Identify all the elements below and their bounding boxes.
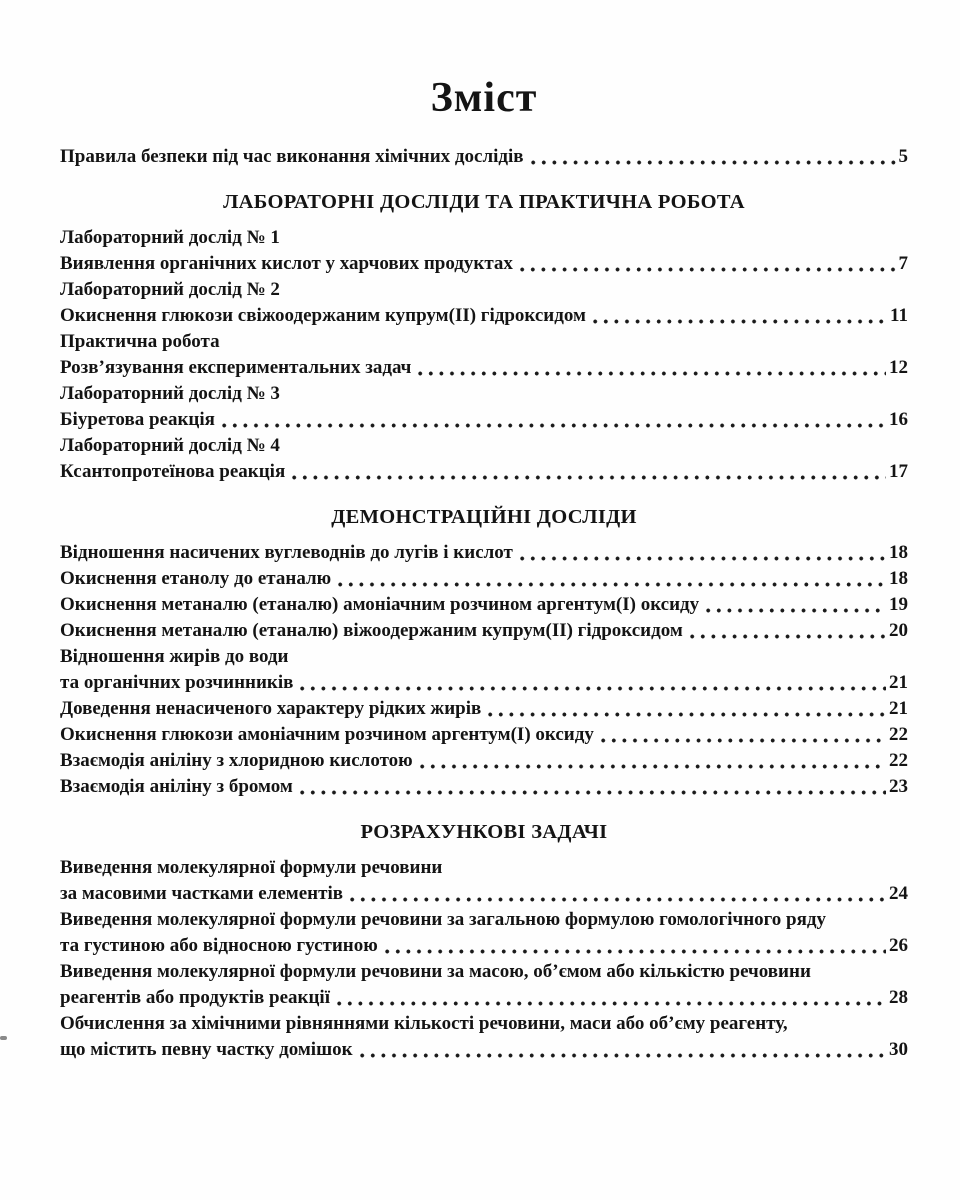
toc-entry-text: Виведення молекулярної формули речовини за масою, об’ємом або кількістю речовини bbox=[60, 961, 811, 982]
toc-entry-wrap bbox=[60, 855, 908, 881]
page-title: Зміст bbox=[430, 75, 538, 121]
dot-leader-icon bbox=[337, 1001, 886, 1006]
page-number: 21 bbox=[889, 672, 908, 693]
page-number: 12 bbox=[889, 357, 908, 378]
toc-entry-text: Окиснення глюкози амоніачним розчином аргентум(I) оксиду bbox=[60, 724, 594, 745]
scan-artifact bbox=[0, 1036, 7, 1040]
toc-entry-text: Розв’язування експериментальних задач bbox=[60, 357, 412, 378]
page-number: 7 bbox=[898, 253, 908, 274]
toc-entry-text: Окиснення етанолу до етаналю bbox=[60, 568, 332, 589]
toc-entry bbox=[60, 748, 908, 774]
toc-entry-text: Лабораторний дослід № 3 bbox=[60, 383, 280, 404]
toc-entry bbox=[60, 722, 908, 748]
toc-entry bbox=[60, 696, 908, 722]
page-number: 21 bbox=[889, 698, 908, 719]
page-number: 22 bbox=[889, 724, 908, 745]
section-heading: ДЕМОНСТРАЦІЙНІ ДОСЛІДИ bbox=[331, 506, 637, 528]
toc-entry-text: Окиснення метаналю (етаналю) віжоодержаним купрум(II) гідроксидом bbox=[60, 620, 683, 641]
toc-entry-text: Виявлення органічних кислот у харчових продуктах bbox=[60, 253, 513, 274]
toc-entry-text: Взаємодія аніліну з бромом bbox=[60, 776, 293, 797]
dot-leader-icon bbox=[300, 686, 886, 691]
toc-entry-text: що містить певну частку домішок bbox=[60, 1039, 353, 1060]
dot-leader-icon bbox=[338, 582, 886, 587]
toc-entry bbox=[60, 144, 908, 170]
toc-entry-text: Виведення молекулярної формули речовини за загальною формулою гомологічного ряду bbox=[60, 909, 827, 930]
dot-leader-icon bbox=[292, 475, 886, 480]
toc-entry-text: Практична робота bbox=[60, 331, 220, 352]
page-number: 18 bbox=[889, 542, 908, 563]
toc-entry-text: та густиною або відносною густиною bbox=[60, 935, 378, 956]
toc-entry bbox=[60, 459, 908, 485]
toc-entry-text: Відношення жирів до води bbox=[60, 646, 289, 667]
toc-subheading bbox=[60, 433, 908, 459]
toc-entry-wrap bbox=[60, 1011, 908, 1037]
page-number: 19 bbox=[889, 594, 908, 615]
dot-leader-icon bbox=[420, 764, 886, 769]
toc-entry bbox=[60, 540, 908, 566]
dot-leader-icon bbox=[690, 634, 886, 639]
page-number: 30 bbox=[889, 1039, 908, 1060]
toc-list bbox=[60, 144, 908, 1063]
toc-entry-text: Лабораторний дослід № 1 bbox=[60, 227, 280, 248]
toc-entry-text: Окиснення метаналю (етаналю) амоніачним розчином аргентум(I) оксиду bbox=[60, 594, 700, 615]
dot-leader-icon bbox=[593, 319, 887, 324]
toc-entry-text: Правила безпеки під час виконання хімічних дослідів bbox=[60, 146, 524, 167]
toc-entry bbox=[60, 618, 908, 644]
page-number: 11 bbox=[890, 305, 908, 326]
toc-subheading bbox=[60, 381, 908, 407]
dot-leader-icon bbox=[360, 1053, 886, 1058]
section-heading: РОЗРАХУНКОВІ ЗАДАЧІ bbox=[360, 821, 608, 843]
toc-entry-wrap bbox=[60, 907, 908, 933]
page-number: 28 bbox=[889, 987, 908, 1008]
toc-entry bbox=[60, 670, 908, 696]
toc-entry bbox=[60, 592, 908, 618]
dot-leader-icon bbox=[601, 738, 886, 743]
dot-leader-icon bbox=[222, 423, 886, 428]
section-heading: ЛАБОРАТОРНІ ДОСЛІДИ ТА ПРАКТИЧНА РОБОТА bbox=[223, 191, 745, 213]
dot-leader-icon bbox=[520, 267, 896, 272]
toc-entry-text: за масовими частками елементів bbox=[60, 883, 344, 904]
toc-entry bbox=[60, 407, 908, 433]
page-number: 5 bbox=[898, 146, 908, 167]
dot-leader-icon bbox=[488, 712, 886, 717]
dot-leader-icon bbox=[350, 897, 886, 902]
page-number: 23 bbox=[889, 776, 908, 797]
toc-entry-text: Лабораторний дослід № 2 bbox=[60, 279, 280, 300]
toc-entry bbox=[60, 985, 908, 1011]
page-number: 26 bbox=[889, 935, 908, 956]
dot-leader-icon bbox=[418, 371, 886, 376]
page-number: 18 bbox=[889, 568, 908, 589]
toc-entry-text: Виведення молекулярної формули речовини bbox=[60, 857, 443, 878]
page-number: 22 bbox=[889, 750, 908, 771]
toc-entry bbox=[60, 1037, 908, 1063]
page-number: 24 bbox=[889, 883, 908, 904]
toc-entry bbox=[60, 566, 908, 592]
toc-subheading bbox=[60, 329, 908, 355]
toc-entry bbox=[60, 251, 908, 277]
toc-entry-wrap bbox=[60, 959, 908, 985]
toc-entry-text: Біуретова реакція bbox=[60, 409, 215, 430]
toc-entry-text: Доведення ненасиченого характеру рідких жирів bbox=[60, 698, 482, 719]
toc-entry-text: та органічних розчинників bbox=[60, 672, 294, 693]
toc-entry bbox=[60, 774, 908, 800]
page-number: 17 bbox=[889, 461, 908, 482]
toc-subheading bbox=[60, 277, 908, 303]
toc-entry-wrap bbox=[60, 644, 908, 670]
toc-entry-text: реагентів або продуктів реакції bbox=[60, 987, 330, 1008]
toc-entry-text: Відношення насичених вуглеводнів до лугів і кислот bbox=[60, 542, 513, 563]
page-number: 16 bbox=[889, 409, 908, 430]
toc-entry bbox=[60, 303, 908, 329]
toc-entry-text: Взаємодія аніліну з хлоридною кислотою bbox=[60, 750, 413, 771]
toc-entry-text: Лабораторний дослід № 4 bbox=[60, 435, 280, 456]
toc-entry bbox=[60, 933, 908, 959]
dot-leader-icon bbox=[706, 608, 886, 613]
page-number: 20 bbox=[889, 620, 908, 641]
toc-entry bbox=[60, 355, 908, 381]
dot-leader-icon bbox=[531, 160, 896, 165]
toc-entry-text: Окиснення глюкози свіжоодержаним купрум(II) гідроксидом bbox=[60, 305, 586, 326]
dot-leader-icon bbox=[300, 790, 886, 795]
toc-entry-text: Ксантопротеїнова реакція bbox=[60, 461, 286, 482]
toc-entry-text: Обчислення за хімічними рівняннями кількості речовини, маси або об’єму реагенту, bbox=[60, 1013, 788, 1034]
dot-leader-icon bbox=[385, 949, 886, 954]
toc-subheading bbox=[60, 225, 908, 251]
toc-entry bbox=[60, 881, 908, 907]
dot-leader-icon bbox=[520, 556, 886, 561]
